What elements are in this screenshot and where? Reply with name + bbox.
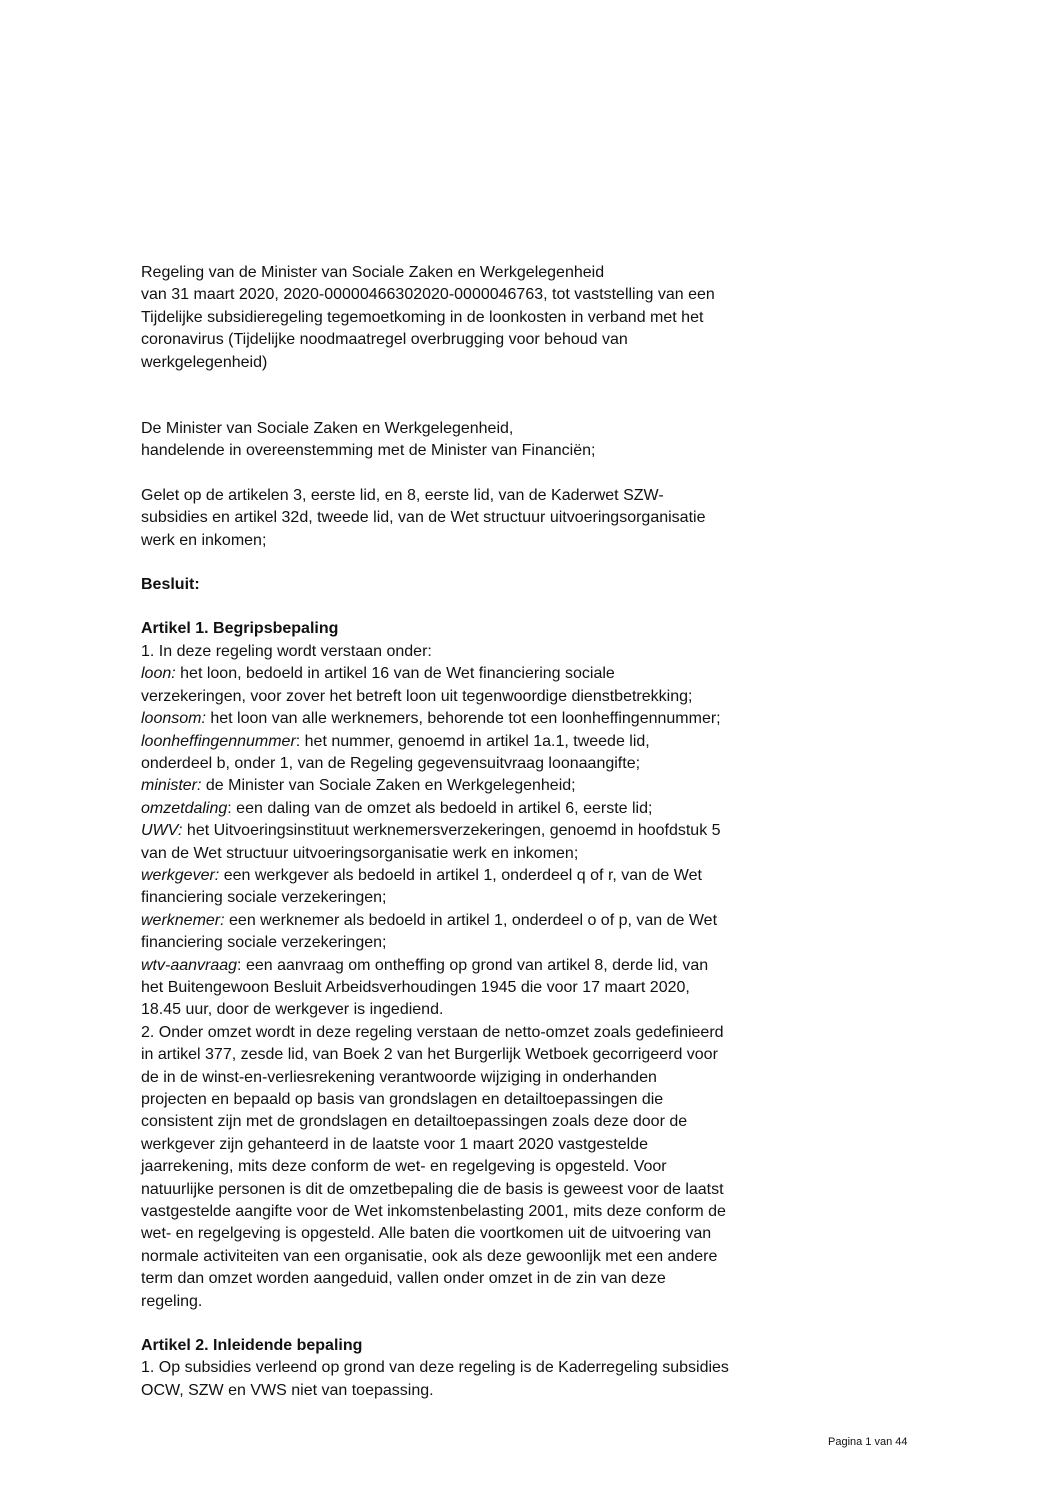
definition-loonheffingennummer [141, 731, 831, 753]
article-1-intro: 1. In deze regeling wordt verstaan onder: [141, 642, 432, 660]
article-1-heading: Artikel 1. Begripsbepaling [141, 620, 339, 638]
definition-text: : het nummer, genoemd in artikel 1a.1, tweede lid, [295, 732, 650, 750]
definition-minister [141, 775, 831, 797]
definition-text: de Minister van Sociale Zaken en Werkgelegenheid; [201, 777, 576, 795]
title-line: van 31 maart 2020, 2020-00000466302020-0000046763, tot vaststelling van een [141, 286, 715, 304]
paragraph-line: OCW, SZW en VWS niet van toepassing. [141, 1381, 434, 1399]
definition-werknemer [141, 910, 831, 932]
decision-heading: Besluit: [141, 576, 200, 594]
preamble-line: De Minister van Sociale Zaken en Werkgelegenheid, [141, 420, 514, 438]
title-line: werkgelegenheid) [141, 353, 268, 371]
definition-term: werkgever: [141, 866, 220, 884]
definition-text: het loon van alle werknemers, behorende tot een loonheffingennummer; [205, 710, 721, 728]
definition-term: wtv-aanvraag [141, 956, 238, 974]
definition-text: verzekeringen, voor zover het betreft loon uit tegenwoordige dienstbetrekking; [141, 687, 693, 705]
definition-text: : een aanvraag om ontheffing op grond van artikel 8, derde lid, van [237, 956, 709, 974]
definition-loon [141, 663, 831, 685]
article-2 [141, 1335, 831, 1402]
article-1 [141, 618, 831, 1313]
definition-text: een werknemer als bedoeld in artikel 1, onderdeel o of p, van de Wet [224, 911, 718, 929]
paragraph-line: projecten en bepaald op basis van grondslagen en detailtoepassingen die [141, 1091, 664, 1108]
definition-term: minister: [141, 777, 202, 795]
paragraph-line: in artikel 377, zesde lid, van Boek 2 van het Burgerlijk Wetboek gecorrigeerd voor [141, 1046, 718, 1064]
paragraph-line: normale activiteiten van een organisatie, ook als deze gewoonlijk met een andere [141, 1247, 718, 1265]
article-1-paragraph-2: 2. Onder omzet wordt in deze regeling verstaan de netto-omzet zoals gedefinieerd [141, 1023, 724, 1041]
legal-basis [141, 485, 831, 552]
preamble-line: handelende in overeenstemming met de Minister van Financiën; [141, 442, 596, 460]
definition-text: het Uitvoeringsinstituut werknemersverzekeringen, genoemd in hoofdstuk 5 [182, 822, 721, 840]
article-2-heading: Artikel 2. Inleidende bepaling [141, 1337, 363, 1355]
title-line: Regeling van de Minister van Sociale Zaken en Werkgelegenheid [141, 264, 605, 281]
paragraph-line: consistent zijn met de grondslagen en detailtoepassingen zoals deze door de [141, 1113, 688, 1131]
definition-text: financiering sociale verzekeringen; [141, 934, 387, 952]
definition-text: het Buitengewoon Besluit Arbeidsverhoudingen 1945 die voor 17 maart 2020, [141, 978, 690, 996]
definition-loonsom [141, 708, 831, 730]
definition-term: UWV: [141, 822, 183, 840]
paragraph-line: regeling. [141, 1292, 203, 1310]
legal-basis-line: subsidies en artikel 32d, tweede lid, van de Wet structuur uitvoeringsorganisatie [141, 509, 706, 527]
title-line: coronavirus (Tijdelijke noodmaatregel overbrugging voor behoud van [141, 331, 628, 349]
definition-text: een werkgever als bedoeld in artikel 1, onderdeel q of r, van de Wet [219, 866, 702, 884]
definition-term: loonheffingennummer [141, 732, 296, 750]
title-line: Tijdelijke subsidieregeling tegemoetkoming in de loonkosten in verband met het [141, 308, 704, 326]
regulation-title [141, 262, 831, 374]
definition-term: loonsom: [141, 710, 206, 728]
definition-term: werknemer: [141, 911, 225, 929]
definition-werkgever [141, 865, 831, 887]
paragraph-line: natuurlijke personen is dit de omzetbepaling die de basis is geweest voor de laatst [141, 1180, 724, 1198]
paragraph-line: de in de winst-en-verliesrekening verantwoorde wijziging in onderhanden [141, 1068, 657, 1086]
page-number: Pagina 1 van 44 [828, 1436, 908, 1448]
article-2-paragraph-1: 1. Op subsidies verleend op grond van deze regeling is de Kaderregeling subsidies [141, 1359, 729, 1377]
definition-text: onderdeel b, onder 1, van de Regeling gegevensuitvraag loonaangifte; [141, 754, 641, 772]
definition-text: het loon, bedoeld in artikel 16 van de Wet financiering sociale [175, 665, 615, 683]
definition-term: omzetdaling [141, 799, 228, 817]
definition-omzetdaling [141, 798, 831, 820]
paragraph-line: jaarrekening, mits deze conform de wet- en regelgeving is opgesteld. Voor [141, 1158, 667, 1176]
definition-text: financiering sociale verzekeringen; [141, 889, 387, 907]
legal-basis-line: Gelet op de artikelen 3, eerste lid, en 8, eerste lid, van de Kaderwet SZW- [141, 486, 664, 504]
document-body [141, 262, 831, 1402]
legal-basis-line: werk en inkomen; [141, 531, 267, 549]
paragraph-line: term dan omzet worden aangeduid, vallen onder omzet in de zin van deze [141, 1270, 666, 1288]
paragraph-line: werkgever zijn gehanteerd in de laatste voor 1 maart 2020 vastgestelde [141, 1135, 648, 1153]
preamble [141, 418, 831, 463]
definition-text: 18.45 uur, door de werkgever is ingediend. [141, 1001, 444, 1019]
definition-text: van de Wet structuur uitvoeringsorganisatie werk en inkomen; [141, 844, 579, 862]
paragraph-line: vastgestelde aangifte voor de Wet inkomstenbelasting 2001, mits deze conform de [141, 1203, 726, 1221]
definition-text: : een daling van de omzet als bedoeld in artikel 6, eerste lid; [227, 799, 653, 817]
definition-uwv [141, 820, 831, 842]
paragraph-line: wet- en regelgeving is opgesteld. Alle baten die voortkomen uit de uitvoering van [141, 1225, 712, 1243]
definition-wtv-aanvraag [141, 955, 831, 977]
definition-term: loon: [141, 665, 176, 683]
